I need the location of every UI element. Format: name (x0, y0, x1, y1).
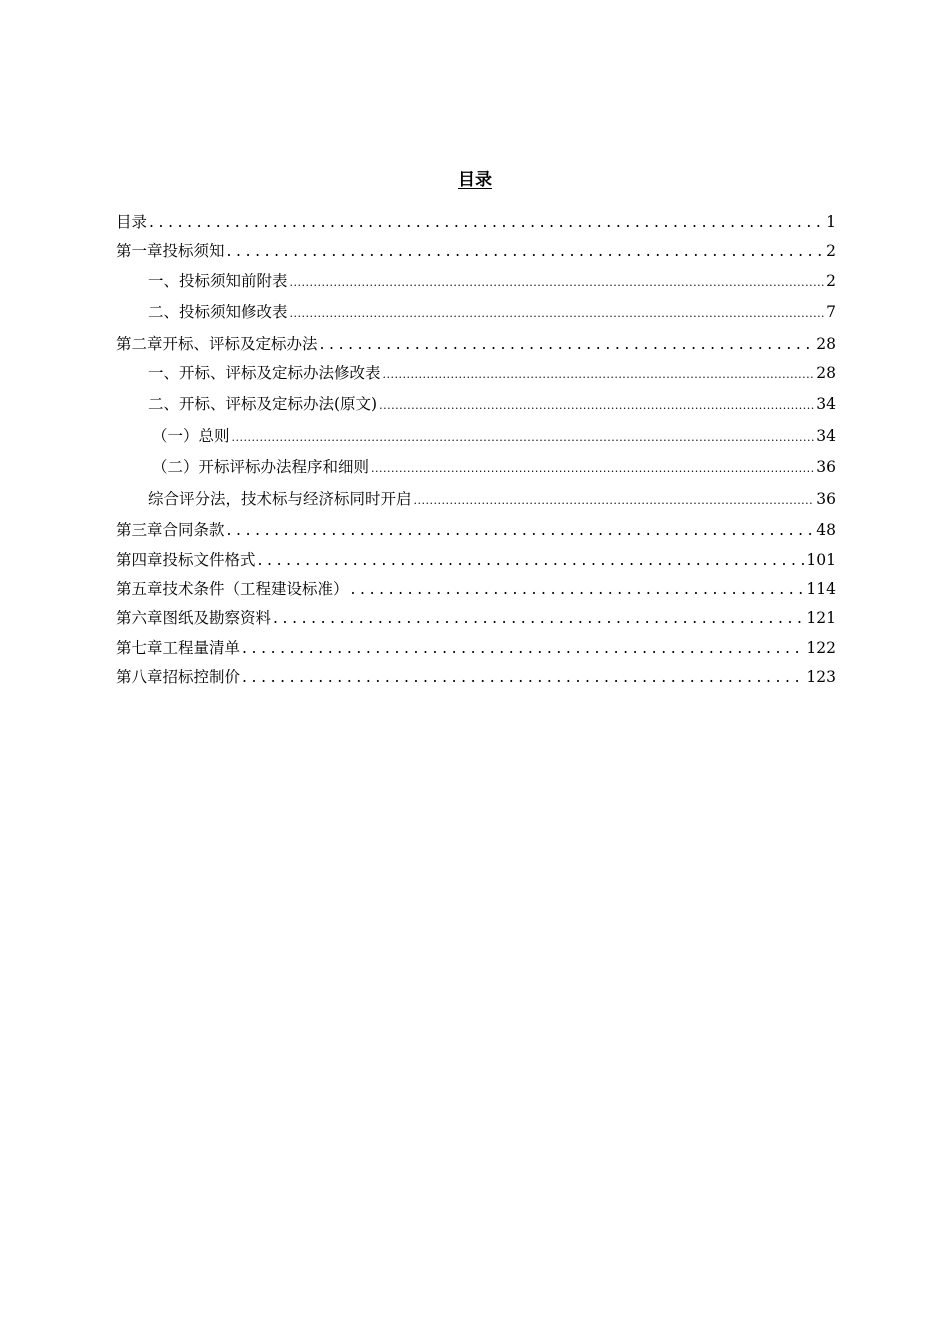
toc-entry-page: 34 (816, 395, 836, 414)
toc-entry-label: 第七章工程量清单 (116, 638, 241, 657)
toc-entry-label: 第五章技术条件（工程建设标准） (116, 579, 349, 598)
toc-entry-label: 二、投标须知修改表 (148, 303, 288, 322)
toc-entry-label: 一、开标、评标及定标办法修改表 (148, 363, 381, 382)
toc-dot-leader (290, 307, 825, 320)
toc-dot-leader (351, 580, 805, 598)
toc-entry[interactable] (116, 518, 836, 547)
toc-entry-page: 2 (826, 271, 836, 290)
toc-entry[interactable] (116, 300, 836, 332)
toc-entry-page: 2 (826, 242, 836, 261)
toc-dot-leader (227, 521, 815, 539)
toc-dot-leader (227, 242, 825, 260)
toc-dot-leader (379, 399, 814, 412)
toc-entry-page: 28 (816, 334, 836, 353)
toc-entry[interactable] (116, 210, 836, 239)
toc-dot-leader (242, 668, 804, 686)
toc-dot-leader (414, 494, 815, 507)
toc-entry-page: 101 (806, 550, 836, 569)
toc-dot-leader (371, 462, 814, 475)
toc-entry[interactable] (116, 665, 836, 694)
toc-entry[interactable] (116, 606, 836, 635)
toc-entry-page: 1 (826, 213, 836, 231)
toc-dot-leader (232, 431, 815, 444)
toc-entry-label: 综合评分法，技术标与经济标同时开启 (148, 489, 412, 508)
toc-entry[interactable] (116, 424, 836, 456)
toc-entry-label: 一、投标须知前附表 (148, 271, 288, 290)
toc-entry-label: 第六章图纸及勘察资料 (116, 609, 272, 628)
toc-entry-label: （二）开标评标办法程序和细则 (152, 458, 370, 477)
toc-entry-page: 7 (826, 303, 836, 322)
toc-entry-page: 34 (816, 426, 836, 445)
toc-dot-leader (273, 609, 804, 627)
toc-entry-label: 第二章开标、评标及定标办法 (116, 334, 318, 353)
toc-dot-leader (242, 639, 804, 657)
toc-entry-page: 114 (806, 579, 836, 598)
toc-entry-label: 二、开标、评标及定标办法(原文) (148, 395, 378, 414)
toc-dot-leader (383, 368, 815, 381)
toc-entry[interactable] (116, 636, 836, 665)
toc-entry[interactable] (116, 392, 836, 424)
toc-entry-label: 第三章合同条款 (116, 521, 225, 540)
toc-entry-page: 28 (816, 363, 836, 382)
toc-entry-label: 第一章投标须知 (116, 242, 225, 261)
toc-entry-page: 36 (816, 489, 836, 508)
toc-entry-page: 123 (806, 667, 836, 686)
toc-entry-page: 36 (816, 458, 836, 477)
toc-entry[interactable] (116, 577, 836, 606)
toc-dot-leader (320, 335, 815, 353)
toc-entry[interactable] (116, 455, 836, 487)
toc-entry[interactable] (116, 332, 836, 361)
toc-dot-leader (258, 551, 805, 569)
toc-entry-label: （一）总则 (152, 426, 230, 445)
toc-entry[interactable] (116, 487, 836, 519)
toc-entry-page: 121 (806, 609, 836, 628)
toc-entry-label: 第八章招标控制价 (116, 667, 241, 686)
toc-entry-label: 第四章投标文件格式 (116, 550, 256, 569)
toc-entry-page: 122 (806, 638, 836, 657)
toc-entry-page: 48 (816, 521, 836, 540)
toc-title-text: 目录 (458, 170, 492, 190)
toc-dot-leader (290, 276, 825, 289)
toc-entry[interactable] (116, 269, 836, 301)
toc-dot-leader (149, 213, 824, 231)
toc-title (0, 168, 950, 192)
toc-entry[interactable] (116, 361, 836, 393)
toc-entry[interactable] (116, 239, 836, 268)
table-of-contents (116, 210, 836, 694)
toc-entry-label: 目录 (116, 213, 148, 231)
toc-entry[interactable] (116, 548, 836, 577)
